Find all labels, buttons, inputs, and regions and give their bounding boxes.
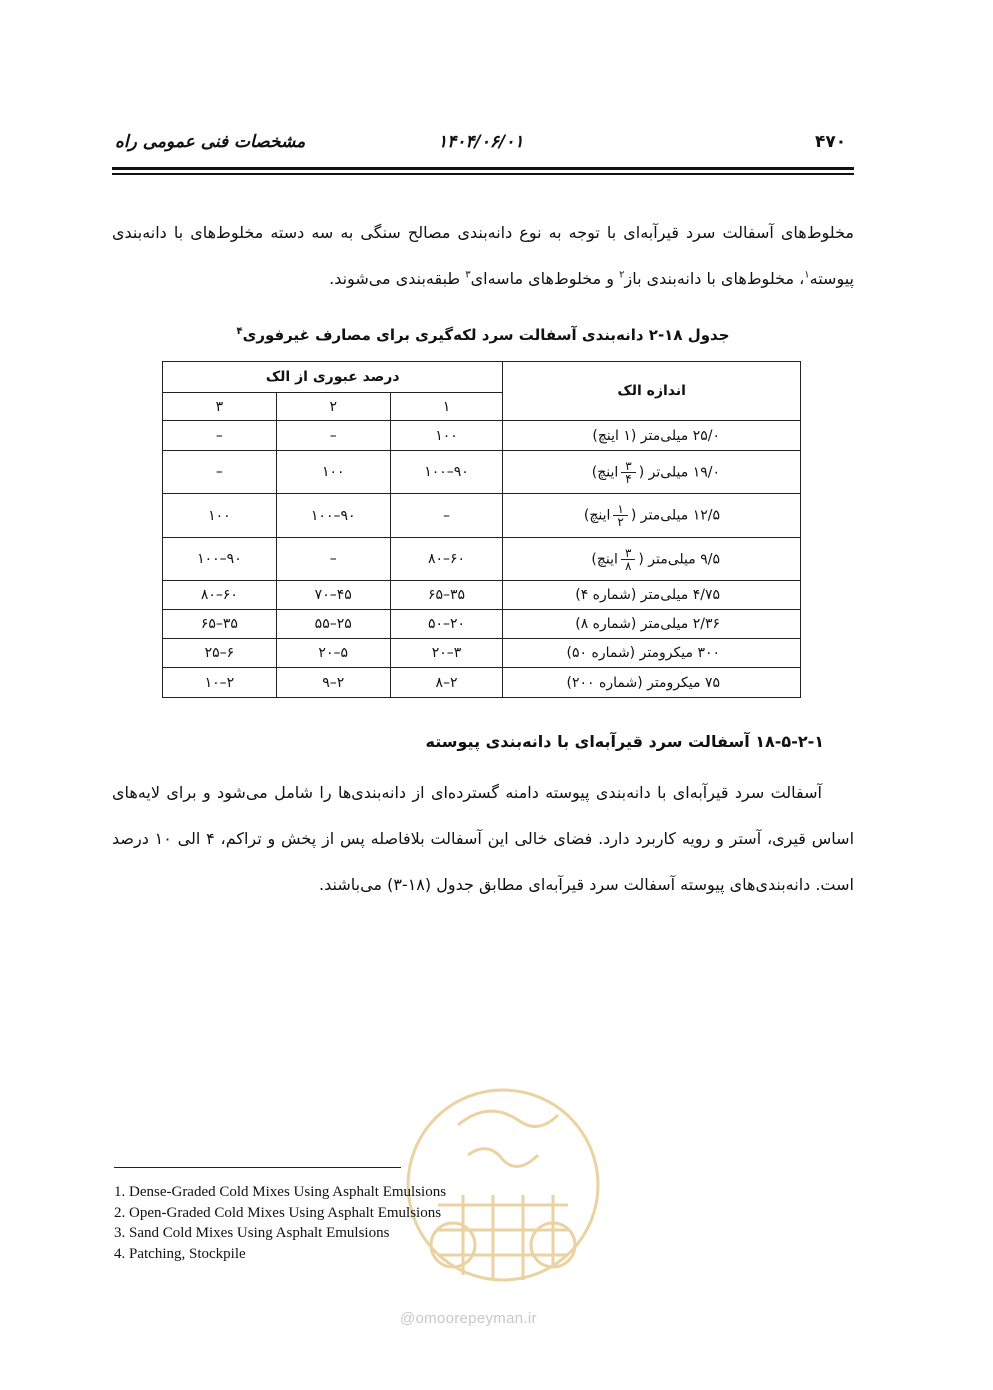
grade-1-cell: ۱۰۰ [390,421,503,451]
footnote-rule [114,1167,401,1168]
footnote-ref-2[interactable]: ۲ [619,269,625,281]
grade-2-cell: ۹۰–۱۰۰ [276,494,390,538]
col-header-percent-passing: درصد عبوری از الک [163,362,503,393]
grade-1-cell: ۲–۸ [390,668,503,698]
grade-1-cell: ۲۰–۵۰ [390,610,503,639]
watermark-site-text: @omoorepeyman.ir [400,1310,537,1327]
sieve-size-cell: ۱۲/۵ میلی‌متر ( $\frac{۱}{۲}$ اینچ) [503,494,801,538]
grade-2-cell: ۲۵–۵۵ [276,610,390,639]
footnotes [114,1182,446,1264]
table-row [163,451,801,494]
table-row [163,581,801,610]
header-date: ۱۴۰۴/۰۶/۰۱ [438,132,524,152]
grade-2-cell: ۵–۲۰ [276,639,390,668]
header-rule-thin [112,173,854,175]
sieve-size-cell: ۲۵/۰ میلی‌متر (۱ اینچ) [503,421,801,451]
gradation-table [162,361,801,698]
table-row [163,421,801,451]
intro-paragraph: مخلوط‌های آسفالت سرد قیرآبه‌ای با توجه به نوع دانه‌بندی مصالح سنگی به سه دسته مخلوط‌های با دانه‌بندی پیوسته$^۱$، مخلوط‌های با دانه‌بندی باز$^۲$ و مخلوط‌های ماسه‌ای$^۳$ طبقه‌بندی می‌شوند. [112,223,854,288]
grade-2-cell: – [276,421,390,451]
header-title: مشخصات فنی عمومی راه [115,132,306,152]
fraction: $\frac{۱}{۲}$ [613,503,627,528]
table-caption: جدول ۱۸-۲ دانه‌بندی آسفالت سرد لکه‌گیری برای مصارف غیرفوری$^۴$ [236,326,730,344]
footnote-2: 2. Open-Graded Cold Mixes Using Asphalt Emulsions [114,1204,442,1221]
grade-3-cell: ۹۰–۱۰۰ [163,538,277,581]
grade-3-cell: – [163,421,277,451]
grade-1-cell: – [390,494,503,538]
section-body-paragraph: آسفالت سرد قیرآبه‌ای با دانه‌بندی پیوسته دامنه گسترده‌ای از دانه‌بندی‌ها را شامل می‌شود و برای لایه‌های اساس قیری، آستر و رویه کاربرد دارد. فضای خالی این آسفالت بلافاصله پس از پخش و تراکم، ۴ الی ۱۰ درصد است. دانه‌بندی‌های پیوسته آسفالت سرد قیرآبه‌ای مطابق جدول (۱۸-۳) می‌باشند. [112,783,855,894]
sieve-size-cell: ۴/۷۵ میلی‌متر (شماره ۴) [503,581,801,610]
footnote-4: 4. Patching, Stockpile [114,1245,246,1262]
grade-3-cell: ۱۰۰ [163,494,277,538]
sieve-size-cell: ۷۵ میکرومتر (شماره ۲۰۰) [503,668,801,698]
table-row [163,639,801,668]
footnote-1: 1. Dense-Graded Cold Mixes Using Asphalt Emulsions [114,1184,447,1200]
grade-3-cell: ۳۵–۶۵ [163,610,277,639]
table-row [163,668,801,698]
fraction: $\frac{۳}{۴}$ [621,460,635,485]
footnote-ref-4[interactable]: ۴ [236,326,243,337]
sieve-size-cell: ۱۹/۰ میلی‌تر ( $\frac{۳}{۴}$ اینچ) [503,451,801,494]
grade-2-cell: – [276,538,390,581]
grade-2-cell: ۱۰۰ [276,451,390,494]
grade-1-cell: ۹۰–۱۰۰ [390,451,503,494]
fraction: $\frac{۳}{۸}$ [621,547,635,572]
col-header-grade-2: ۲ [276,393,390,421]
grade-3-cell: ۲–۱۰ [163,668,277,698]
sieve-size-cell: ۳۰۰ میکرومتر (شماره ۵۰) [503,639,801,668]
grade-3-cell: ۶–۲۵ [163,639,277,668]
sieve-size-cell: ۹/۵ میلی‌متر ( $\frac{۳}{۸}$ اینچ) [503,538,801,581]
section-heading: ۱۸-۵-۲-۱ آسفالت سرد قیرآبه‌ای با دانه‌بندی پیوسته [425,732,824,751]
table-row [163,538,801,581]
sieve-size-cell: ۲/۳۶ میلی‌متر (شماره ۸) [503,610,801,639]
header-rule-thick [112,167,854,170]
grade-2-cell: ۴۵–۷۰ [276,581,390,610]
col-header-grade-1: ۱ [390,393,503,421]
grade-3-cell: ۶۰–۸۰ [163,581,277,610]
footnote-ref-1[interactable]: ۱ [804,269,810,281]
grade-3-cell: – [163,451,277,494]
grade-2-cell: ۲–۹ [276,668,390,698]
table-row [163,610,801,639]
grade-1-cell: ۶۰–۸۰ [390,538,503,581]
grade-1-cell: ۳–۲۰ [390,639,503,668]
col-header-sieve-size: اندازه الک [503,362,801,421]
page-number: ۴۷۰ [815,132,847,152]
table-row [163,494,801,538]
footnote-ref-3[interactable]: ۳ [465,269,471,281]
footnote-3: 3. Sand Cold Mixes Using Asphalt Emulsions [114,1225,390,1241]
grade-1-cell: ۳۵–۶۵ [390,581,503,610]
col-header-grade-3: ۳ [163,393,277,421]
